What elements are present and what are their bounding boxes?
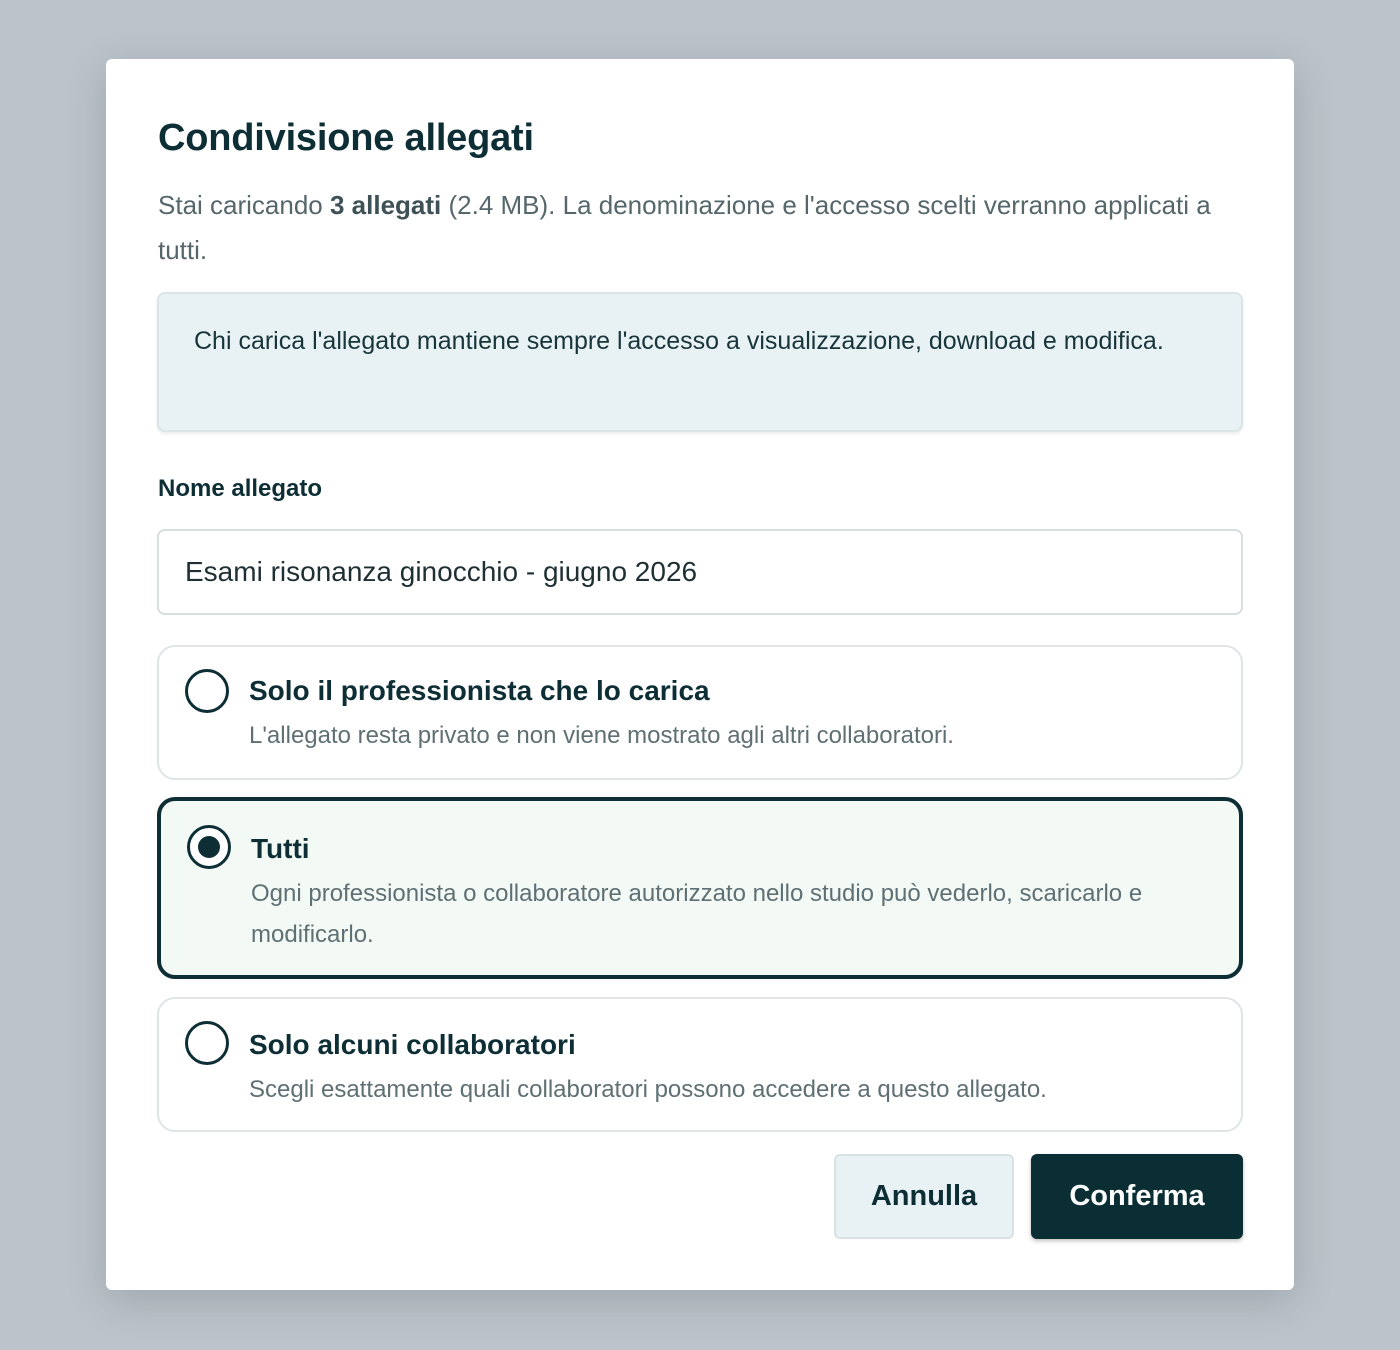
- share-attachments-dialog: [106, 59, 1294, 1290]
- radio-some-collaborators[interactable]: [185, 1021, 229, 1065]
- radio-everyone[interactable]: [187, 825, 231, 869]
- option-title: Tutti: [251, 833, 310, 864]
- access-option-everyone[interactable]: [157, 797, 1243, 979]
- option-title: Solo alcuni collaboratori: [249, 1029, 576, 1060]
- radio-uploader-only[interactable]: [185, 669, 229, 713]
- uploader-access-notice: Chi carica l'allegato mantiene sempre l'accesso a visualizzazione, download e modifica.: [157, 292, 1243, 432]
- option-description: Ogni professionista o collaboratore autorizzato nello studio può vederlo, scaricarlo e modificarlo.: [251, 880, 1143, 948]
- access-option-uploader-only[interactable]: [157, 645, 1243, 780]
- dialog-intro: [158, 183, 1238, 273]
- intro-attachment-count: 3 allegati: [329, 190, 442, 220]
- radio-selected-dot: [198, 836, 220, 858]
- access-option-some-collaborators[interactable]: [157, 997, 1243, 1132]
- option-description: L'allegato resta privato e non viene mostrato agli altri collaboratori.: [249, 722, 954, 749]
- confirm-button[interactable]: Conferma: [1031, 1154, 1243, 1239]
- cancel-button[interactable]: Annulla: [834, 1154, 1014, 1239]
- option-description: Scegli esattamente quali collaboratori possono accedere a questo allegato.: [249, 1076, 1047, 1103]
- option-title: Solo il professionista che lo carica: [249, 675, 710, 706]
- attachment-name-label: Nome allegato: [158, 475, 323, 502]
- intro-suffix: (2.4 MB). La denominazione e l'accesso scelti verranno applicati a tutti.: [158, 190, 1211, 265]
- dialog-title: Condivisione allegati: [158, 117, 534, 159]
- attachment-name-input[interactable]: [157, 529, 1243, 615]
- intro-prefix: Stai caricando: [158, 190, 330, 220]
